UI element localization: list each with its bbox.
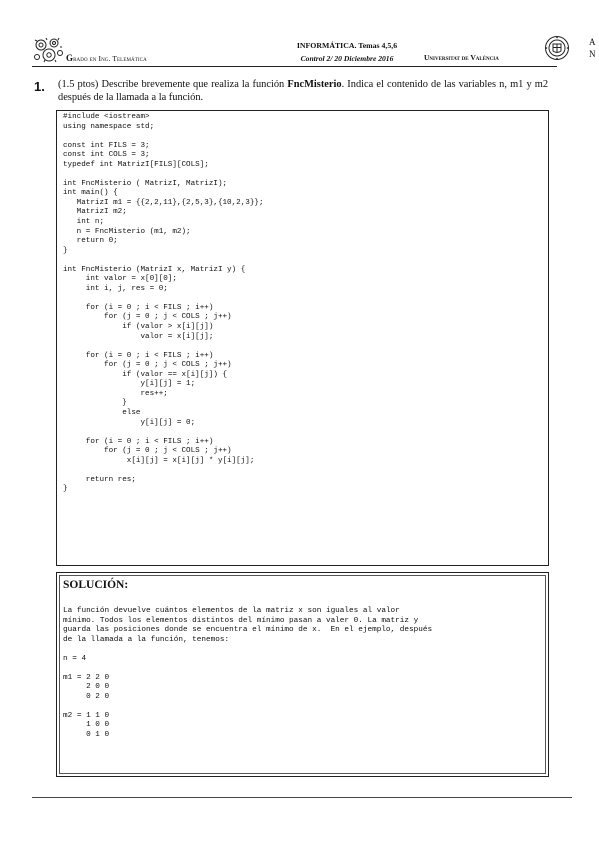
etse-logo-icon [32,36,64,64]
solution-text: La función devuelve cuántos elementos de la matriz x son iguales al valor mínimo. Todos los elementos distintos del mínimo pasan a valer 0. La matriz y guarda las posiciones donde se encuentra el mínimo de x. En el ejemplo, después de la llamada a la función, tenemos: n = 4 m1 = 2 2 0 2 0 0 0 2 0 m2 = 1 1 0 1 0 0 0 1 0 [63,607,433,739]
course-info [272,41,422,63]
code-listing-box [56,110,549,566]
footer-rule [32,797,572,798]
university-name: Universitat de València [424,53,499,62]
subject-title: INFORMÁTICA. Temas 4,5,6 [296,41,398,50]
cut-edge-text: A N [589,37,596,59]
solution-box [56,572,549,777]
university-seal-icon [544,34,570,62]
function-name: FncMisterio [287,79,342,90]
solution-inner-frame [59,575,546,774]
question-number: 1. [34,79,45,94]
exam-date: Control 2/ 20 Diciembre 2016 [300,54,394,63]
header-rule [32,66,557,67]
code-listing: #include <iostream> using namespace std; const int FILS = 3; const int COLS = 3; typedef int MatrizI[FILS][COLS]; int FncMisterio ( MatrizI, MatrizI); int main() { MatrizI m1 = {{2,2,11},{2,5,3},{10,2,3}}; MatrizI m2; int n; n = FncMisterio (m1, m2); return 0; } int FncMisterio (MatrizI x, MatrizI y) { int valor = x[0][0]; int i, j, res = 0; for (i = 0 ; i < FILS ; i++) for (j = 0 ; j < COLS ; j++) if (valor > x[i][j]) valor = x[i][j]; for (i = 0 ; i < FILS ; i++) for (j = 0 ; j < COLS ; j++) if (valor == x[i][j]) { y[i][j] = 1; res++; } else y[i][j] = 0; for (i = 0 ; i < FILS ; i++) for (j = 0 ; j < COLS ; j++) x[i][j] = x[i][j] * y[i][j]; return res; } [63,113,264,494]
solution-title: SOLUCIÓN: [63,579,129,591]
degree-name: Grado en Ing. Telemática [66,53,147,63]
page-header [32,34,596,68]
question-statement: (1.5 ptos) Describe brevemente que realiza la función FncMisterio. Indica el contenido de las variables n, m1 y m2 después de la llamada a la función. [58,79,549,103]
